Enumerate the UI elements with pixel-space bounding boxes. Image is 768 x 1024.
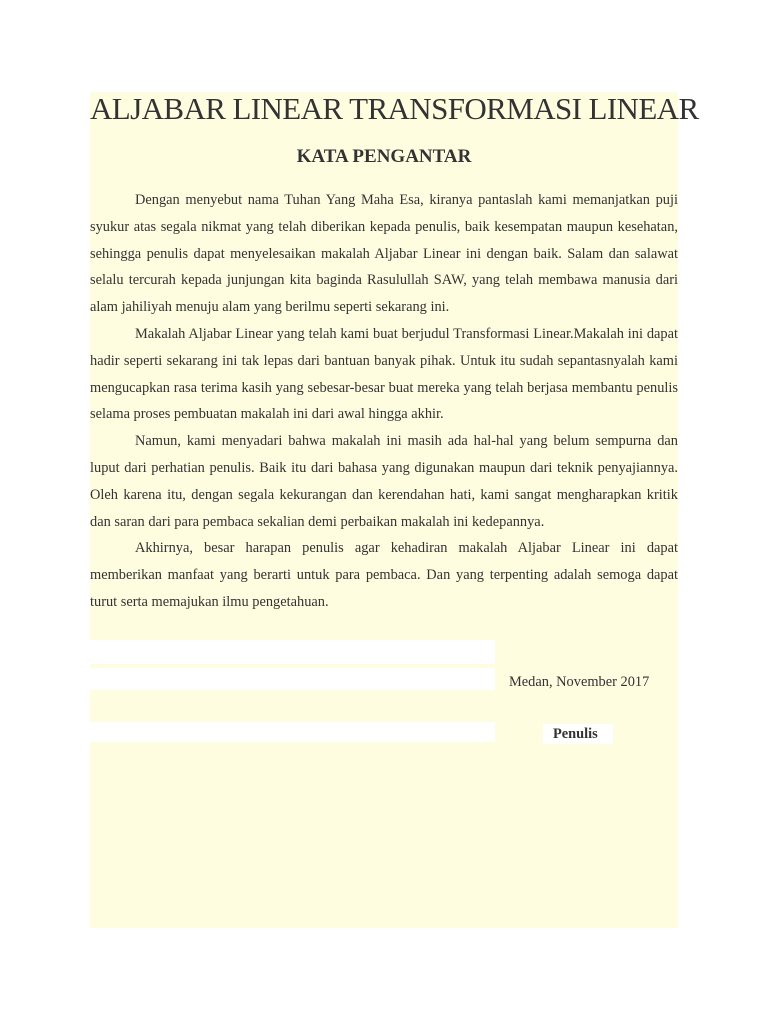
paragraph-3: Namun, kami menyadari bahwa makalah ini masih ada hal-hal yang belum sempurna dan luput dari perhatian penulis. Baik itu dari bahasa yang digunakan maupun dari teknik penyajiannya. Oleh karena itu, dengan segala kekurangan dan kerendahan hati, kami sangat mengharapkan kritik dan saran dari para pembaca sekalian demi perbaikan makalah ini kedepannya. — [90, 433, 678, 530]
place-date: Medan, November 2017 — [509, 674, 650, 690]
body-text — [90, 187, 678, 616]
paragraph-2: Makalah Aljabar Linear yang telah kami buat berjudul Transformasi Linear.Makalah ini dapat hadir seperti sekarang ini tak lepas dari bantuan banyak pihak. Untuk itu sudah sepantasnyalah kami mengucapkan rasa terima kasih yang sebesar-besar buat mereka yang telah berjasa membantu penulis selama proses pembuatan makalah ini dari awal hingga akhir. — [90, 325, 678, 423]
author-signature: Penulis — [553, 726, 598, 742]
paragraph-4: Akhirnya, besar harapan penulis agar kehadiran makalah Aljabar Linear ini dapat memberikan manfaat yang berarti untuk para pembaca. Dan yang terpenting adalah semoga dapat turut serta memajukan ilmu pengetahuan. — [90, 540, 678, 610]
blank-line-strip — [90, 722, 495, 742]
blank-line-strip — [90, 640, 495, 664]
section-heading: KATA PENGANTAR — [296, 146, 472, 167]
blank-line-strip — [90, 668, 495, 690]
document-title: ALJABAR LINEAR TRANSFORMASI LINEAR — [90, 91, 699, 126]
paragraph-1: Dengan menyebut nama Tuhan Yang Maha Esa, kiranya pantaslah kami memanjatkan puji syukur atas segala nikmat yang telah diberikan kepada penulis, baik kesempatan maupun kesehatan, sehingga penulis dapat menyelesaikan makalah Aljabar Linear ini dengan baik. Salam dan salawat selalu tercurah kepada junjungan kita baginda Rasulullah SAW, yang telah membawa manusia dari alam jahiliyah menuju alam yang berilmu seperti sekarang ini. — [90, 192, 678, 316]
